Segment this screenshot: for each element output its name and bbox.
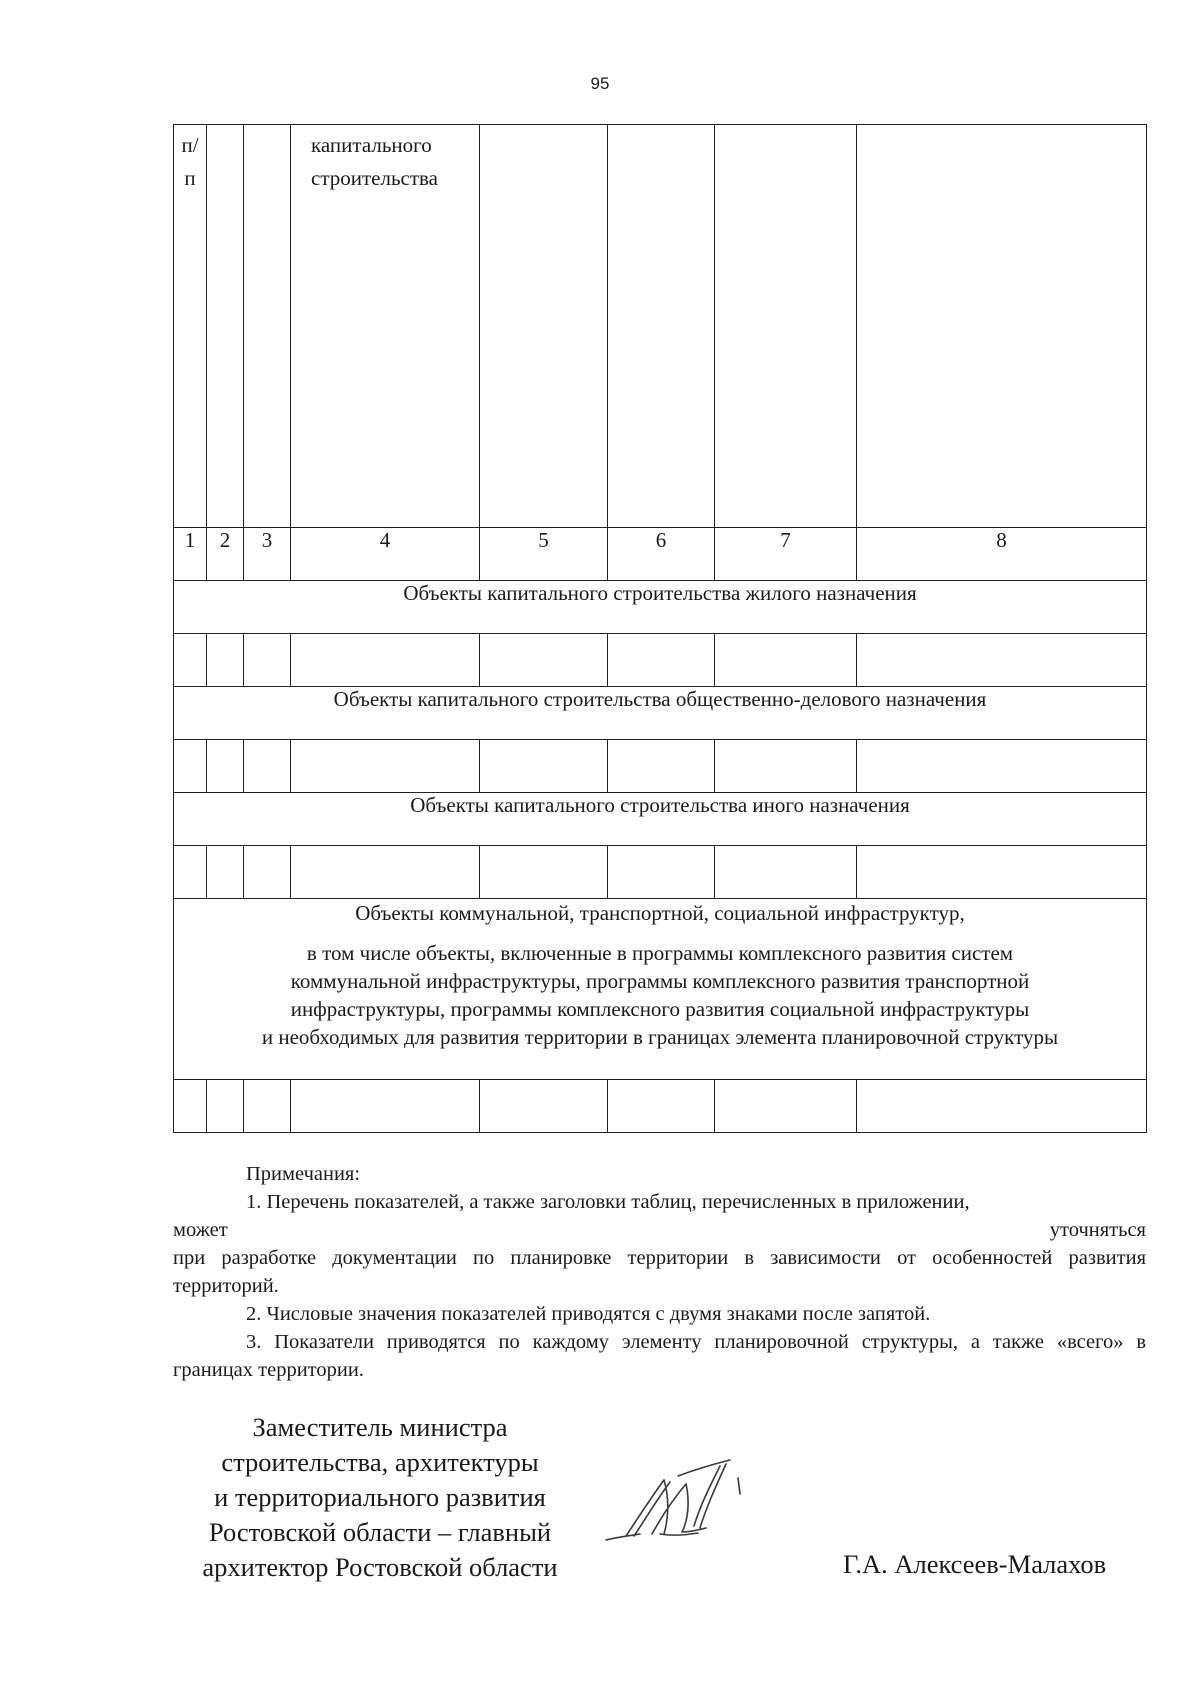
indicators-table xyxy=(173,124,1147,1133)
header-cell-name xyxy=(291,125,480,528)
column-number-row xyxy=(174,528,1147,581)
table-cell xyxy=(244,1080,291,1133)
section-subtitle-line: инфраструктуры, программы комплексного развития социальной инфраструктуры xyxy=(290,997,1030,1021)
note-item-2: 2. Числовые значения показателей приводятся с двумя знаками после запятой. xyxy=(246,1303,931,1325)
table-cell xyxy=(291,740,480,793)
signer-position-line: Заместитель министра xyxy=(252,1412,508,1442)
note-item-1-spread-line xyxy=(173,1216,1146,1244)
table-header-row xyxy=(174,125,1147,528)
signer-position-line: Ростовской области – главный xyxy=(208,1517,552,1547)
signer-position-line: архитектор Ростовской области xyxy=(202,1552,558,1582)
note-item-1-word-right: уточняться xyxy=(1049,1219,1146,1241)
table-cell xyxy=(715,846,857,899)
header-number-line: п/ xyxy=(181,133,199,157)
column-number: 8 xyxy=(857,528,1147,581)
table-cell xyxy=(608,1080,715,1133)
section-row-other xyxy=(174,793,1147,846)
table-row xyxy=(174,740,1147,793)
handwritten-signature xyxy=(598,1440,768,1550)
table-cell xyxy=(857,846,1147,899)
column-number: 3 xyxy=(244,528,291,581)
section-title: Объекты коммунальной, транспортной, социальной инфраструктур, xyxy=(355,901,965,925)
column-number: 6 xyxy=(608,528,715,581)
section-subtitle-line: коммунальной инфраструктуры, программы комплексного развития транспортной xyxy=(290,969,1030,993)
table-cell xyxy=(174,740,207,793)
table-cell xyxy=(244,634,291,687)
page-number: 95 xyxy=(590,74,610,93)
notes-section xyxy=(173,1160,1146,1384)
table-cell xyxy=(244,846,291,899)
signer-position xyxy=(160,1410,600,1585)
table-cell xyxy=(857,634,1147,687)
table-cell xyxy=(244,740,291,793)
table-cell xyxy=(291,1080,480,1133)
section-title: Объекты капитального строительства иного назначения xyxy=(174,793,1147,846)
header-name-line: капитального xyxy=(311,133,432,157)
note-item-1-word-left: может xyxy=(173,1219,228,1241)
table-cell xyxy=(480,846,608,899)
column-number: 4 xyxy=(291,528,480,581)
section-subtitle xyxy=(174,939,1146,1051)
section-row-infrastructure xyxy=(174,899,1147,1080)
column-number: 2 xyxy=(207,528,244,581)
table-cell xyxy=(207,634,244,687)
header-cell xyxy=(715,125,857,528)
section-row-public-business xyxy=(174,687,1147,740)
table-cell xyxy=(480,634,608,687)
header-name-line: строительства xyxy=(311,166,439,190)
table-row xyxy=(174,634,1147,687)
header-cell xyxy=(608,125,715,528)
header-cell xyxy=(480,125,608,528)
signer-position-line: и территориального развития xyxy=(214,1482,546,1512)
table-cell xyxy=(715,1080,857,1133)
header-cell xyxy=(857,125,1147,528)
table-cell xyxy=(608,634,715,687)
table-row xyxy=(174,1080,1147,1133)
note-item-3: 3. Показатели приводятся по каждому элементу планировочной структуры, а также «всего» в границах территории. xyxy=(173,1331,1146,1381)
table-cell xyxy=(480,1080,608,1133)
note-item-1-rest: при разработке документации по планировке территории в зависимости от особенностей развития территорий. xyxy=(173,1247,1146,1297)
section-subtitle-line: и необходимых для развития территории в границах элемента планировочной структуры xyxy=(261,1025,1059,1049)
table-cell xyxy=(291,846,480,899)
section-title: Объекты капитального строительства общественно-делового назначения xyxy=(174,687,1147,740)
table-cell xyxy=(174,634,207,687)
table-cell xyxy=(480,740,608,793)
notes-title: Примечания: xyxy=(246,1163,361,1185)
signer-name: Г.А. Алексеев-Малахов xyxy=(843,1549,1107,1579)
header-cell xyxy=(207,125,244,528)
column-number: 5 xyxy=(480,528,608,581)
header-number-line: п xyxy=(184,166,196,190)
table-cell xyxy=(608,740,715,793)
table-cell xyxy=(207,1080,244,1133)
table-cell xyxy=(207,846,244,899)
note-item-1-line1: 1. Перечень показателей, а также заголовки таблиц, перечисленных в приложении, xyxy=(246,1191,970,1213)
section-row-residential xyxy=(174,581,1147,634)
table-cell xyxy=(715,634,857,687)
table-cell xyxy=(291,634,480,687)
table-cell xyxy=(207,740,244,793)
column-number: 7 xyxy=(715,528,857,581)
table-cell xyxy=(857,740,1147,793)
section-subtitle-line: в том числе объекты, включенные в программы комплексного развития систем xyxy=(306,941,1014,965)
table-cell xyxy=(608,846,715,899)
section-title: Объекты капитального строительства жилого назначения xyxy=(174,581,1147,634)
column-number: 1 xyxy=(174,528,207,581)
table-cell xyxy=(174,846,207,899)
header-cell-number xyxy=(174,125,207,528)
table-cell xyxy=(857,1080,1147,1133)
header-cell xyxy=(244,125,291,528)
table-row xyxy=(174,846,1147,899)
table-cell xyxy=(715,740,857,793)
table-cell xyxy=(174,1080,207,1133)
signer-position-line: строительства, архитектуры xyxy=(221,1447,539,1477)
section-infrastructure-cell xyxy=(174,899,1147,1080)
